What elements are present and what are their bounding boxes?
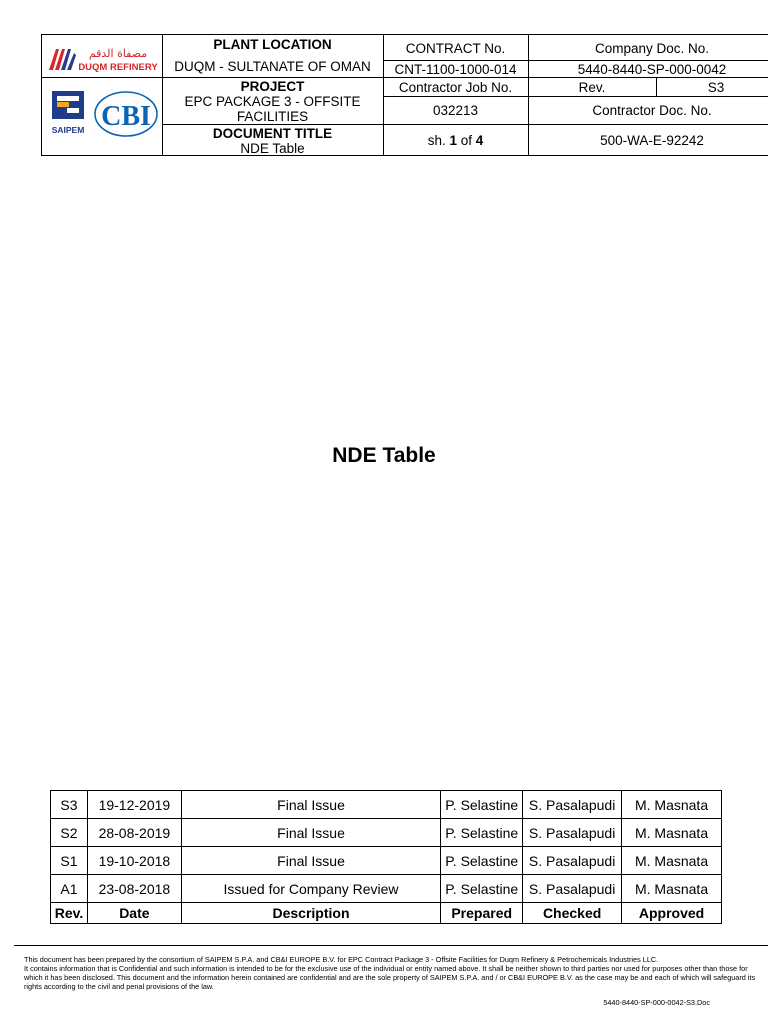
sheet-indicator [383, 133, 528, 148]
checked-header: Checked [523, 903, 622, 924]
description-cell: Final Issue [181, 847, 440, 875]
approved-cell: M. Masnata [622, 791, 722, 819]
footer-divider [14, 945, 768, 946]
document-title-label: DOCUMENT TITLE [212, 126, 333, 141]
contractor-doc-value: 500-WA-E-92242 [600, 133, 704, 148]
file-reference: 5440-8440-SP-000-0042-S3.Doc [603, 998, 710, 1007]
duqm-logo-text: DUQM REFINERY [78, 62, 158, 73]
date-cell: 23-08-2018 [87, 875, 181, 903]
rev-cell: A1 [51, 875, 88, 903]
contract-no-value: CNT-1100-1000-014 [394, 62, 517, 77]
duqm-refinery-logo [46, 43, 158, 73]
revision-table [50, 790, 722, 924]
contractor-job-label: Contractor Job No. [398, 80, 513, 95]
date-header: Date [87, 903, 181, 924]
duqm-arabic-text: مصفاة الدقم [88, 47, 148, 60]
description-cell: Final Issue [181, 791, 440, 819]
document-header [41, 34, 768, 156]
confidentiality-disclaimer [24, 955, 766, 991]
table-row [51, 875, 722, 903]
project-value-line1: EPC PACKAGE 3 - OFFSITE [184, 94, 361, 109]
prepared-cell: P. Selastine [441, 847, 523, 875]
saipem-logo-text: SAIPEM [51, 125, 85, 135]
saipem-cbi-logo [48, 87, 158, 141]
rev-header: Rev. [51, 903, 88, 924]
approved-cell: M. Masnata [622, 875, 722, 903]
company-doc-label: Company Doc. No. [594, 41, 710, 56]
contract-no-label: CONTRACT No. [405, 41, 506, 56]
table-row [51, 819, 722, 847]
rev-cell: S1 [51, 847, 88, 875]
date-cell: 19-10-2018 [87, 847, 181, 875]
rev-cell: S2 [51, 819, 88, 847]
date-cell: 19-12-2019 [87, 791, 181, 819]
table-row [51, 791, 722, 819]
sheet-total: 4 [475, 133, 484, 148]
project-value-line2: FACILITIES [236, 109, 309, 124]
plant-location-label: PLANT LOCATION [213, 37, 332, 52]
approved-cell: M. Masnata [622, 819, 722, 847]
checked-cell: S. Pasalapudi [523, 819, 622, 847]
rev-label: Rev. [578, 80, 606, 95]
prepared-cell: P. Selastine [441, 819, 523, 847]
table-header-row [51, 903, 722, 924]
rev-value: S3 [707, 80, 725, 95]
sheet-current: 1 [449, 133, 457, 148]
rev-cell: S3 [51, 791, 88, 819]
approved-header: Approved [622, 903, 722, 924]
saipem-logo-mark [52, 91, 84, 119]
cbi-logo-text: CBI [101, 101, 151, 132]
contractor-doc-label: Contractor Doc. No. [592, 103, 712, 118]
description-header: Description [181, 903, 440, 924]
page-title: NDE Table [332, 444, 436, 467]
disclaimer-line-2: It contains information that is Confidential and such information is intended to be for the exclusive use of the individual or entity named above. It shall be neither shown to third parties nor used for purposes other than those for which it has been disclosed. This document and the information herein contained are confidential and are the sole property of SAIPEM S.P.A. and / or CB&I EUROPE B.V. as the case may be and each of which will safeguard its rights according to the civil and penal provisions of the law. [24, 964, 756, 991]
checked-cell: S. Pasalapudi [523, 791, 622, 819]
approved-cell: M. Masnata [622, 847, 722, 875]
company-doc-value: 5440-8440-SP-000-0042 [577, 62, 727, 77]
document-title-value: NDE Table [240, 141, 305, 156]
description-cell: Final Issue [181, 819, 440, 847]
table-row [51, 847, 722, 875]
sheet-of: of [460, 133, 473, 148]
prepared-header: Prepared [441, 903, 523, 924]
prepared-cell: P. Selastine [441, 791, 523, 819]
contractor-job-value: 032213 [432, 103, 479, 118]
sheet-prefix: sh. [427, 133, 446, 148]
disclaimer-line-1: This document has been prepared by the consortium of SAIPEM S.P.A. and CB&I EUROPE B.V. for EPC Contract Package 3 - Offsite Facilities for Duqm Refinery & Petrochemicals Industries LLC. [24, 955, 659, 964]
project-label: PROJECT [240, 79, 305, 94]
date-cell: 28-08-2019 [87, 819, 181, 847]
description-cell: Issued for Company Review [181, 875, 440, 903]
prepared-cell: P. Selastine [441, 875, 523, 903]
plant-location-value: DUQM - SULTANATE OF OMAN [174, 59, 371, 74]
checked-cell: S. Pasalapudi [523, 875, 622, 903]
checked-cell: S. Pasalapudi [523, 847, 622, 875]
